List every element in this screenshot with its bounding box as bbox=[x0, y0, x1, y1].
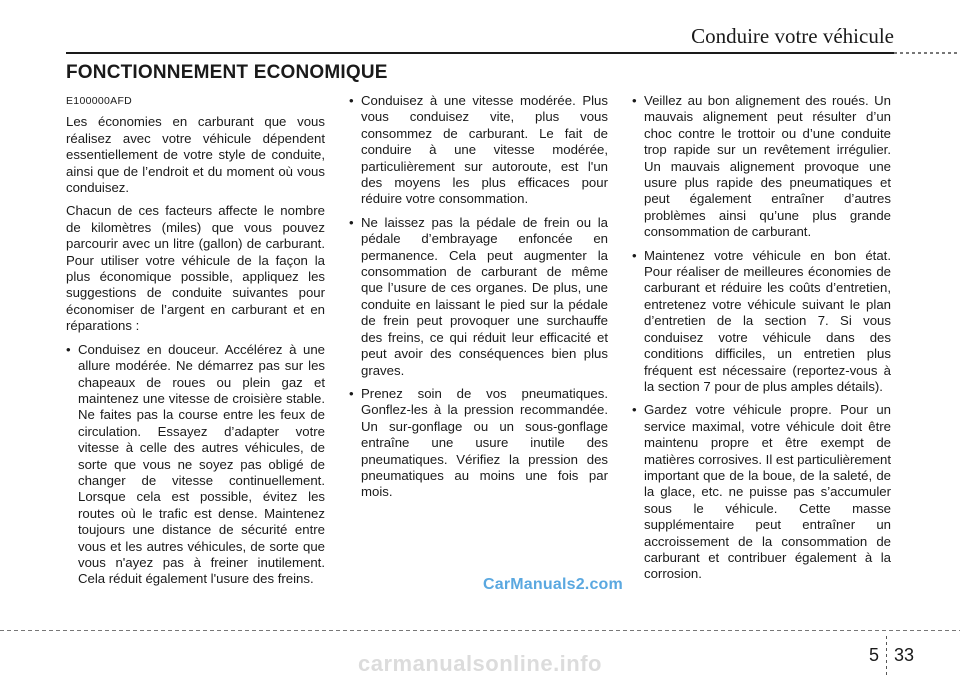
column-1 bbox=[66, 93, 325, 595]
footer-source-watermark: carmanualsonline.info bbox=[358, 651, 602, 676]
tip-item: • Ne laissez pas la pédale de frein ou la pédale d’embrayage enfoncée en permanence. Cela peut augmenter la consommation de carburant de même que l’usure de ces organes. De plus, une conduite en laissant le pied sur la pédale de frein peut provoquer une surchauffe des freins, ce qui réduit leur efficacité et peut avoir des conséquences bien plus graves. bbox=[349, 215, 608, 379]
column-3 bbox=[632, 93, 891, 590]
tips-list bbox=[66, 342, 325, 588]
column-2 bbox=[349, 93, 608, 508]
tip-item: • Gardez votre véhicule propre. Pour un service maximal, votre véhicule doit être maintenu propre et être exempt de matières corrosives. Il est particulièrement important que de la boue, de la saleté, de la glace, etc. ne puisse pas s’accumuler sous le véhicule. Cette masse supplémentaire peut entraîner un accroissement de la consommation de carburant et contribuer également à la corrosion. bbox=[632, 402, 891, 582]
intro-paragraph: Chacun de ces facteurs affecte le nombre de kilomètres (miles) que vous pouvez parcourir avec un litre (gallon) de carburant. Pour utiliser votre véhicule de la façon la plus économique possible, appliquez les suggestions de conduite suivantes pour économiser de l’argent en carburant et en réparations : bbox=[66, 203, 325, 334]
tip-item: • Conduisez à une vitesse modérée. Plus vous conduisez vite, plus vous consommez de carburant. Le fait de conduire à une vitesse modérée, particulièrement sur autoroute, est l'un des moyens les plus efficaces pour réduire votre consommation. bbox=[349, 93, 608, 208]
section-title: FONCTIONNEMENT ECONOMIQUE bbox=[66, 62, 388, 83]
footer-rule bbox=[0, 630, 960, 631]
intro-paragraph: Les économies en carburant que vous réalisez avec votre véhicule dépendent essentiellement de votre style de conduite, ainsi que de l’endroit et du moment où vous conduisez. bbox=[66, 114, 325, 196]
tips-list bbox=[349, 93, 608, 501]
tip-item: • Prenez soin de vos pneumatiques. Gonflez-les à la pression recommandée. Un sur-gonflage ou un sous-gonflage entraîne une usure inutile des pneumatiques. Vérifiez la pression des pneumatiques au moins une fois par mois. bbox=[349, 386, 608, 501]
tip-item: • Conduisez en douceur. Accélérez à une allure modérée. Ne démarrez pas sur les chapeaux de roues ou plein gaz et maintenez une vitesse de croisière stable. Ne faites pas la course entre les feux de circulation. Essayez d’adapter votre vitesse à celle des autres véhicules, de sorte que vous ne soyez pas obligé de changer de vitesse continuellement. Lorsque cela est possible, évitez les routes où le trafic est dense. Maintenez toujours une distance de sécurité entre vous et les autres véhicules, de sorte que vous n'ayez pas à freiner inutilement. Cela réduit également l'usure des freins. bbox=[66, 342, 325, 588]
page-number-value: 33 bbox=[893, 644, 914, 665]
tip-item: • Maintenez votre véhicule en bon état. Pour réaliser de meilleures économies de carburant et réduire les coûts d’entretien, entretenez votre véhicule suivant le plan d’entretien de la section 7. Si vous conduisez votre véhicule dans des conditions difficiles, un entretien plus fréquent est nécessaire (reportez-vous à la section 7 pour de plus amples détails). bbox=[632, 248, 891, 396]
header-rule bbox=[66, 52, 894, 54]
page-header-title: Conduire votre véhicule bbox=[691, 24, 894, 48]
tip-item: • Veillez au bon alignement des roués. Un mauvais alignement peut résulter d’un choc contre le trottoir ou d’une conduite trop rapide sur un revêtement irrégulier. Un mauvais alignement provoque une usure plus rapide des pneumatiques et peut également entraîner d’autres problèmes ainsi qu’une plus grande consommation de carburant. bbox=[632, 93, 891, 241]
watermark-link[interactable]: CarManuals2.com bbox=[483, 576, 623, 593]
section-code: E100000AFD bbox=[66, 95, 133, 107]
chapter-number: 5 bbox=[868, 644, 879, 665]
tips-list bbox=[632, 93, 891, 583]
